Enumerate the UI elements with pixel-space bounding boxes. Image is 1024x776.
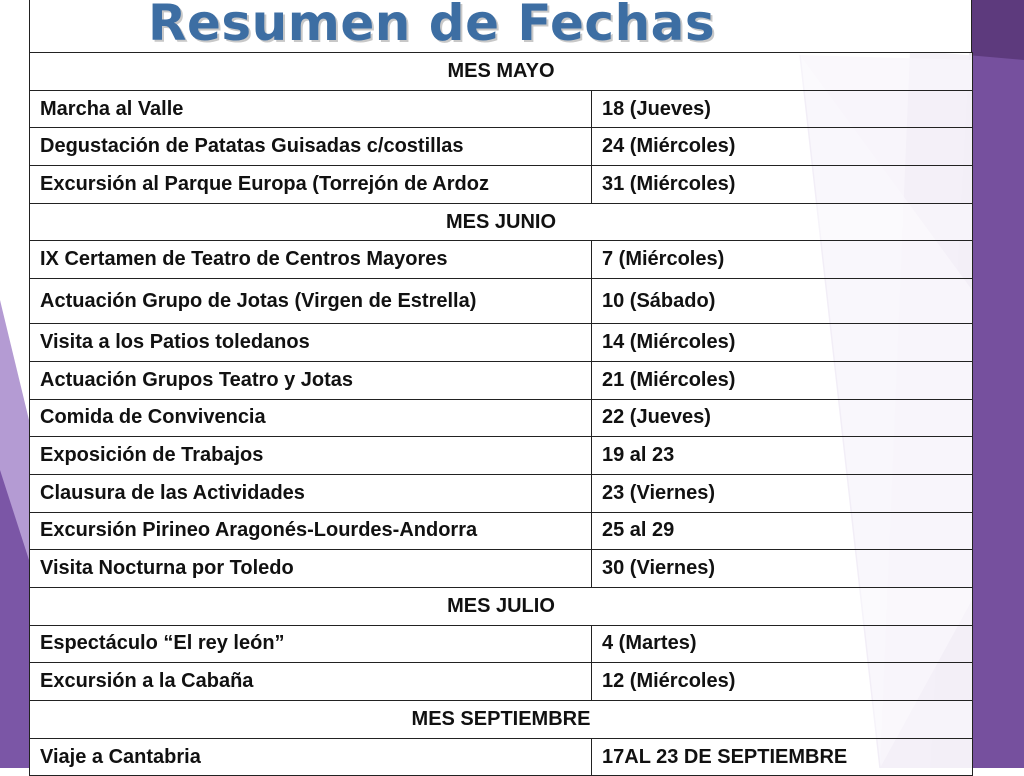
event-cell: Visita a los Patios toledanos bbox=[30, 324, 592, 362]
schedule-body bbox=[30, 53, 973, 776]
event-cell: Marcha al Valle bbox=[30, 90, 592, 128]
table-row bbox=[30, 437, 973, 475]
date-cell: 21 (Miércoles) bbox=[592, 361, 973, 399]
date-cell: 23 (Viernes) bbox=[592, 474, 973, 512]
event-cell: Viaje a Cantabria bbox=[30, 738, 592, 776]
month-header: MES JULIO bbox=[30, 587, 973, 625]
table-row bbox=[30, 241, 973, 279]
date-cell: 30 (Viernes) bbox=[592, 550, 973, 588]
date-cell: 10 (Sábado) bbox=[592, 279, 973, 324]
event-cell: Degustación de Patatas Guisadas c/costillas bbox=[30, 128, 592, 166]
month-header: MES JUNIO bbox=[30, 203, 973, 241]
table-row bbox=[30, 550, 973, 588]
month-row bbox=[30, 701, 973, 739]
month-row bbox=[30, 53, 973, 91]
date-cell: 18 (Jueves) bbox=[592, 90, 973, 128]
event-cell: Excursión al Parque Europa (Torrejón de Ardoz bbox=[30, 166, 592, 204]
date-cell: 25 al 29 bbox=[592, 512, 973, 550]
event-cell: Exposición de Trabajos bbox=[30, 437, 592, 475]
date-cell: 7 (Miércoles) bbox=[592, 241, 973, 279]
table-row bbox=[30, 663, 973, 701]
table-row bbox=[30, 738, 973, 776]
event-cell: IX Certamen de Teatro de Centros Mayores bbox=[30, 241, 592, 279]
date-cell: 19 al 23 bbox=[592, 437, 973, 475]
date-cell: 14 (Miércoles) bbox=[592, 324, 973, 362]
event-cell: Clausura de las Actividades bbox=[30, 474, 592, 512]
table-row bbox=[30, 361, 973, 399]
event-cell: Visita Nocturna por Toledo bbox=[30, 550, 592, 588]
table-row bbox=[30, 512, 973, 550]
date-cell: 4 (Martes) bbox=[592, 625, 973, 663]
date-cell: 31 (Miércoles) bbox=[592, 166, 973, 204]
event-cell: Excursión Pirineo Aragonés-Lourdes-Andorra bbox=[30, 512, 592, 550]
date-cell: 12 (Miércoles) bbox=[592, 663, 973, 701]
table-row bbox=[30, 90, 973, 128]
month-row bbox=[30, 587, 973, 625]
slide-title: Resumen de Fechas bbox=[148, 0, 716, 52]
table-row bbox=[30, 399, 973, 437]
month-header: MES SEPTIEMBRE bbox=[30, 701, 973, 739]
month-row bbox=[30, 203, 973, 241]
table-row bbox=[30, 166, 973, 204]
date-cell: 17AL 23 DE SEPTIEMBRE bbox=[592, 738, 973, 776]
event-cell: Comida de Convivencia bbox=[30, 399, 592, 437]
date-cell: 24 (Miércoles) bbox=[592, 128, 973, 166]
table-row bbox=[30, 625, 973, 663]
table-row bbox=[30, 279, 973, 324]
table-row bbox=[30, 128, 973, 166]
date-cell: 22 (Jueves) bbox=[592, 399, 973, 437]
table-row bbox=[30, 324, 973, 362]
event-cell: Actuación Grupo de Jotas (Virgen de Estrella) bbox=[30, 279, 592, 324]
schedule-table bbox=[29, 52, 973, 776]
event-cell: Espectáculo “El rey león” bbox=[30, 625, 592, 663]
table-row bbox=[30, 474, 973, 512]
month-header: MES MAYO bbox=[30, 53, 973, 91]
event-cell: Excursión a la Cabaña bbox=[30, 663, 592, 701]
event-cell: Actuación Grupos Teatro y Jotas bbox=[30, 361, 592, 399]
